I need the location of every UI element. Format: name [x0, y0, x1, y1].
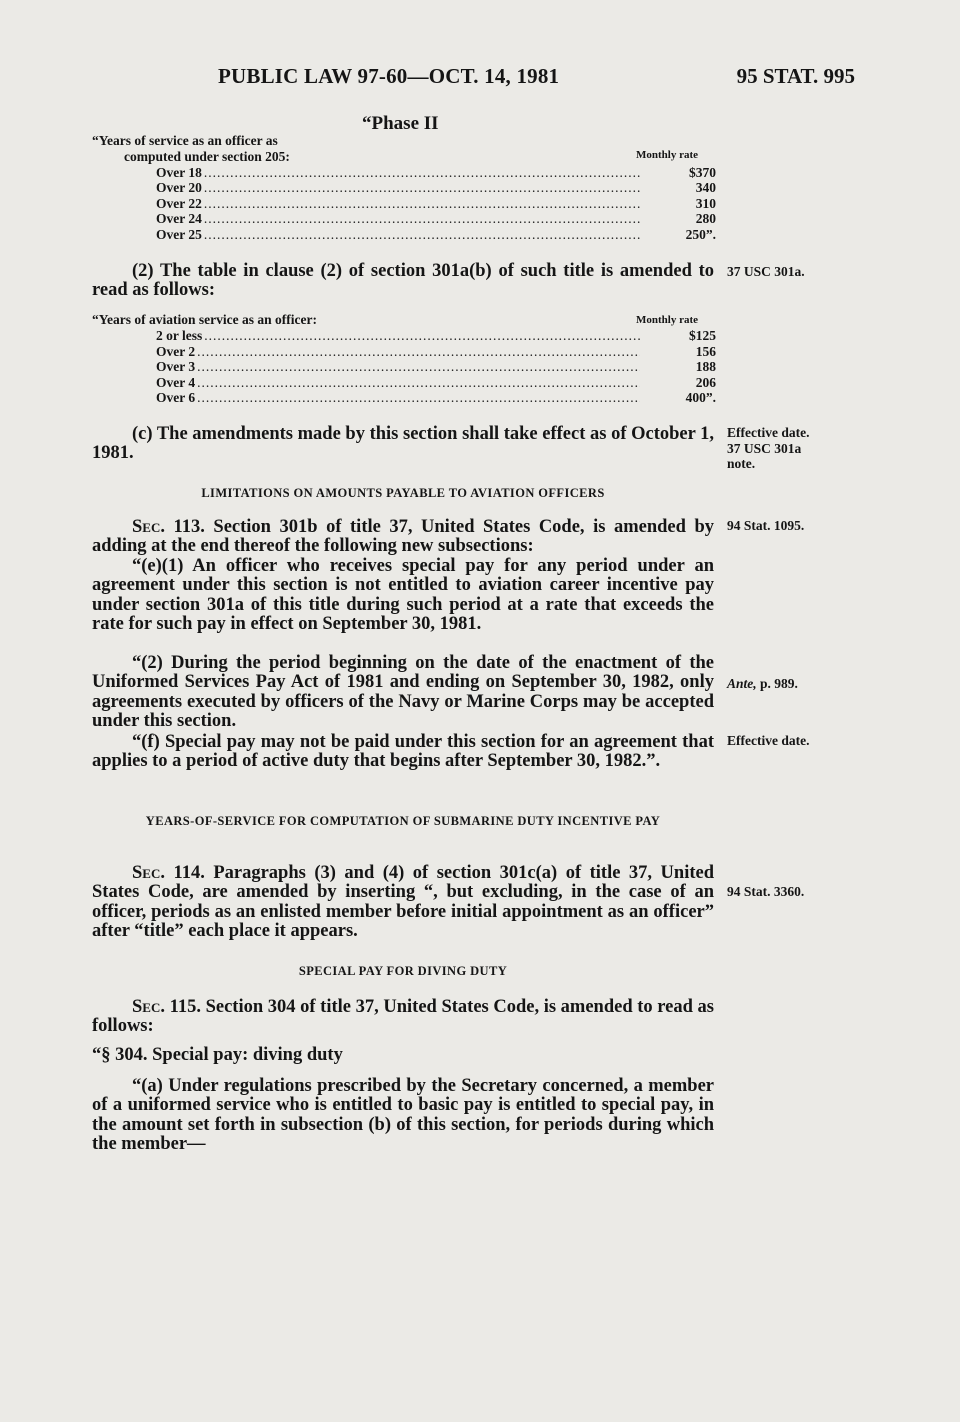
row-label: Over 22 — [156, 195, 202, 211]
paragraph-effective-date: (c) The amendments made by this section shall take effect as of October 1, 1981. — [92, 424, 715, 464]
row-value: 400”. — [685, 390, 716, 406]
row-value: $370 — [689, 164, 716, 180]
table-caption-line2: computed under section 205: — [124, 148, 290, 164]
aviation-service-rate-table — [92, 312, 716, 406]
row-value: 188 — [695, 359, 716, 375]
row-value: 156 — [695, 343, 716, 359]
row-value: 250”. — [685, 226, 716, 242]
dot-leader — [204, 227, 640, 243]
dot-leader — [197, 375, 640, 391]
margin-note-37-usc-301a: 37 USC 301a. — [727, 264, 805, 279]
dot-leader — [204, 328, 640, 344]
row-label: 2 or less — [156, 328, 203, 343]
row-label: Over 20 — [156, 180, 202, 196]
table-row — [92, 180, 716, 196]
dot-leader — [197, 359, 640, 375]
table-row — [92, 375, 716, 391]
section-304-heading: “§ 304. Special pay: diving duty — [92, 1045, 343, 1065]
row-label: Over 24 — [156, 211, 202, 227]
row-label: Over 6 — [156, 390, 196, 406]
dot-leader — [197, 390, 640, 406]
monthly-rate-header: Monthly rate — [635, 314, 698, 326]
section-304-subsection-a: “(a) Under regulations prescribed by the Secretary concerned, a member of a uniformed service who is entitled to basic pay is entitled to special pay, in the amount set forth in subsection (b) of this section, for periods during which the member— — [92, 1076, 714, 1155]
section-113-intro: Sec. 113. Section 301b of title 37, United States Code, is amended by adding at the end thereof the following new subsections: — [92, 517, 714, 557]
row-value: 206 — [695, 374, 716, 390]
margin-note-ante: Ante, p. 989. — [727, 676, 798, 691]
row-label: Over 4 — [156, 374, 196, 390]
running-head-title: PUBLIC LAW 97-60—OCT. 14, 1981 — [218, 64, 560, 88]
row-label: Over 18 — [156, 164, 202, 180]
margin-note-94-stat-3360: 94 Stat. 3360. — [727, 884, 805, 899]
section-heading-113: LIMITATIONS ON AMOUNTS PAYABLE TO AVIATION OFFICERS — [201, 486, 605, 500]
row-value: 310 — [695, 195, 716, 211]
dot-leader — [204, 211, 640, 227]
margin-note-effective-date-2: Effective date. — [727, 733, 810, 748]
section-114-text: Sec. 114. Paragraphs (3) and (4) of section 301c(a) of title 37, United States Code, are amended by inserting “, but excluding, in the case of an officer, periods as an enlisted member before initial appointment as an officer” after “title” each place it appears. — [92, 863, 714, 942]
row-value: $125 — [689, 328, 716, 343]
row-label: Over 2 — [156, 343, 196, 359]
dot-leader — [204, 180, 640, 196]
table-row — [92, 211, 716, 227]
subsection-e2: “(2) During the period beginning on the date of the enactment of the Uniformed Services Pay Act of 1981 and ending on September 30, 1982, only agreements executed by officers of the Navy or Marine Corps may be accepted under this section. — [92, 653, 714, 732]
row-label: Over 3 — [156, 359, 196, 375]
dot-leader — [197, 344, 640, 360]
section-heading-115: SPECIAL PAY FOR DIVING DUTY — [298, 964, 508, 978]
table-caption: “Years of service as an officer as — [92, 133, 278, 148]
officer-service-rate-table — [92, 133, 716, 243]
phase-title: “Phase II — [362, 113, 439, 134]
table-row — [92, 227, 716, 243]
dot-leader — [204, 196, 640, 212]
running-head — [0, 64, 960, 94]
monthly-rate-header: Monthly rate — [635, 148, 698, 161]
table-row — [92, 328, 716, 344]
margin-note-effective-date: Effective date. 37 USC 301a note. — [727, 425, 810, 471]
row-value: 280 — [695, 211, 716, 227]
table-row — [92, 359, 716, 375]
table-row — [92, 196, 716, 212]
table-row — [92, 165, 716, 181]
row-value: 340 — [695, 180, 716, 196]
section-115-intro: Sec. 115. Section 304 of title 37, United States Code, is amended to read as follows: — [92, 997, 714, 1037]
section-heading-114: YEARS-OF-SERVICE FOR COMPUTATION OF SUBMARINE DUTY INCENTIVE PAY — [145, 814, 661, 828]
running-head-page-number: 95 STAT. 995 — [736, 64, 855, 88]
table-caption: “Years of aviation service as an officer: — [92, 312, 317, 327]
paragraph-amend-table-2: (2) The table in clause (2) of section 301a(b) of such title is amended to read as follows: — [92, 261, 714, 301]
dot-leader — [204, 165, 640, 181]
subsection-f: “(f) Special pay may not be paid under this section for an agreement that applies to a period of active duty that begins after September 30, 1982.”. — [92, 732, 714, 772]
subsection-e1: “(e)(1) An officer who receives special pay for any period under an agreement under this section is not entitled to aviation career incentive pay under section 301a of this title during such period at a rate that exceeds the rate for such pay in effect on September 30, 1981. — [92, 556, 714, 635]
margin-note-94-stat-1095: 94 Stat. 1095. — [727, 518, 805, 533]
table-row — [92, 344, 716, 360]
table-row — [92, 390, 716, 406]
row-label: Over 25 — [156, 226, 202, 242]
